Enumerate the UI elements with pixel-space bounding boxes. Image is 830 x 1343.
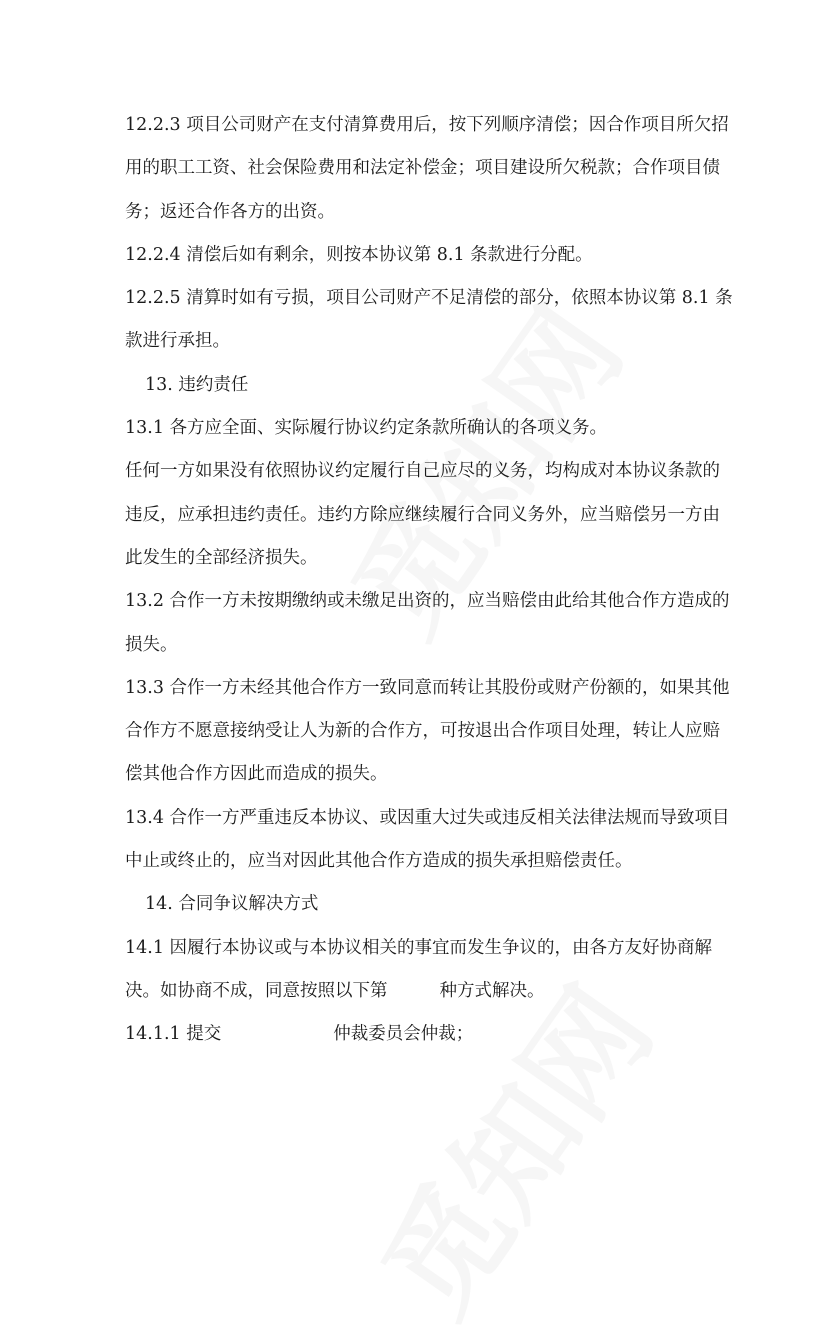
- paragraph-line: 任何一方如果没有依照协议约定履行自己应尽的义务，均构成对本协议条款的: [125, 461, 720, 482]
- document-page: [125, 104, 745, 1057]
- paragraph-line: 偿其他合作方因此而造成的损失。: [125, 764, 388, 785]
- paragraph-line: 违反，应承担违约责任。违约方除应继续履行合同义务外，应当赔偿另一方由: [125, 504, 720, 525]
- paragraph-line: 14.1 因履行本协议或与本协议相关的事宜而发生争议的，由各方友好协商解: [125, 937, 713, 958]
- paragraph-line: 损失。: [125, 634, 178, 655]
- paragraph-line: [125, 970, 745, 1013]
- paragraph-line: 用的职工工资、社会保险费用和法定补偿金；项目建设所欠税款；合作项目债: [125, 158, 720, 179]
- text: 决。如协商不成，同意按照以下第: [125, 980, 388, 1001]
- paragraph-line: 13.4 合作一方严重违反本协议、或因重大过失或违反相关法律法规而导致项目: [125, 807, 730, 828]
- paragraph-line: 此发生的全部经济损失。: [125, 547, 318, 568]
- paragraph-line: 12.2.4 清偿后如有剩余，则按本协议第 8.1 条款进行分配。: [125, 244, 593, 265]
- section-heading: 14. 合同争议解决方式: [145, 894, 319, 915]
- text: 种方式解决。: [439, 980, 545, 1001]
- paragraph-line: 款进行承担。: [125, 331, 230, 352]
- paragraph-line: 13.3 合作一方未经其他合作方一致同意而转让其股份或财产份额的，如果其他: [125, 677, 730, 698]
- paragraph-line: 13.2 合作一方未按期缴纳或未缴足出资的，应当赔偿由此给其他合作方造成的: [125, 591, 730, 612]
- paragraph-line: 13.1 各方应全面、实际履行协议约定条款所确认的各项义务。: [125, 418, 608, 439]
- paragraph-line: 务；返还合作各方的出资。: [125, 201, 335, 222]
- paragraph-line: [125, 1013, 745, 1056]
- paragraph-line: 12.2.5 清算时如有亏损，项目公司财产不足清偿的部分，依照本协议第 8.1 条: [125, 288, 733, 309]
- paragraph-line: 合作方不愿意接纳受让人为新的合作方，可按退出合作项目处理，转让人应赔: [125, 721, 720, 742]
- text: 14.1.1 提交: [125, 1024, 222, 1045]
- text: 仲裁委员会仲裁；: [333, 1024, 474, 1045]
- paragraph-line: 中止或终止的，应当对因此其他合作方造成的损失承担赔偿责任。: [125, 851, 633, 872]
- paragraph-line: 12.2.3 项目公司财产在支付清算费用后，按下列顺序清偿；因合作项目所欠招: [125, 115, 729, 135]
- section-heading: 13. 违约责任: [145, 374, 249, 395]
